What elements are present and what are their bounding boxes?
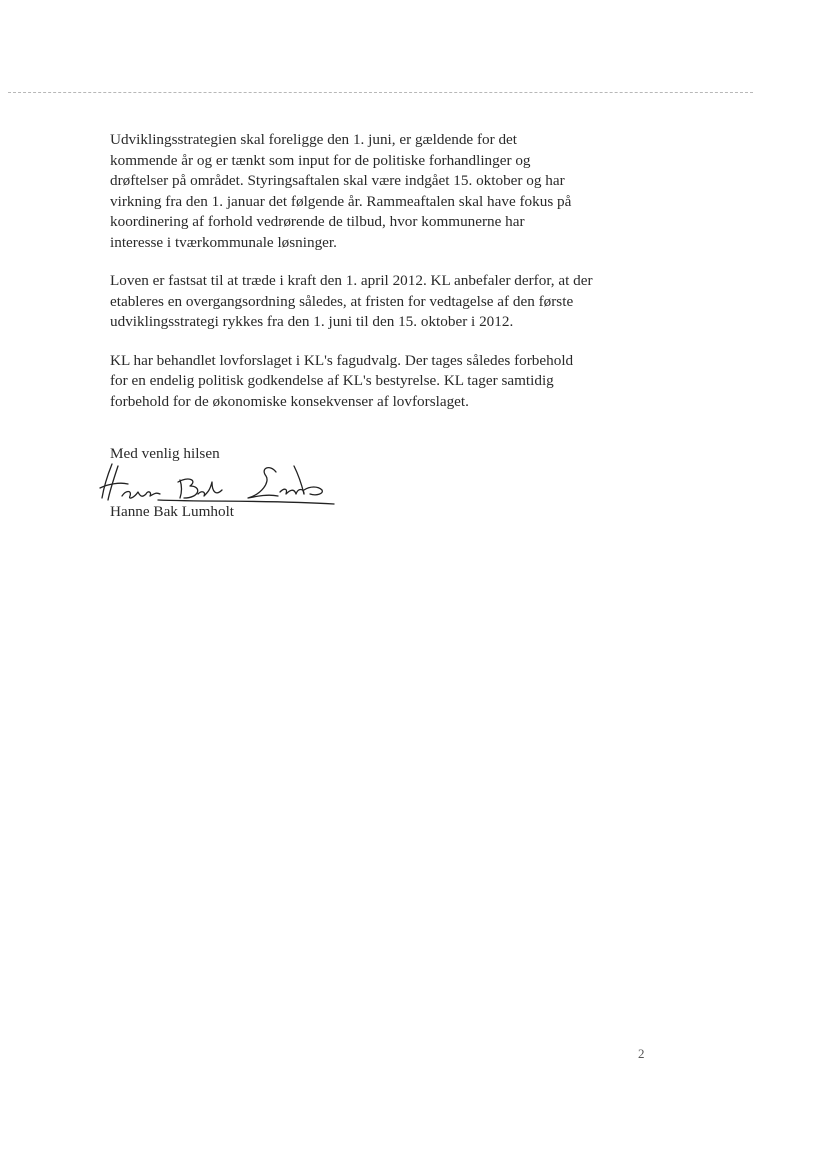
text-line: for en endelig politisk godkendelse af KL's bestyrelse. KL tager samtidig [110, 372, 554, 389]
page-number: 2 [638, 1046, 645, 1061]
text-line: interesse i tværkommunale løsninger. [110, 233, 337, 251]
text-line: Udviklingsstrategien skal foreligge den 1. juni, er gældende for det [110, 131, 518, 148]
text-line: etableres en overgangsordning således, at fristen for vedtagelse af den første [110, 292, 574, 310]
letter-body [110, 130, 630, 522]
text-line: drøftelser på området. Styringsaftalen skal være indgået 15. oktober og har [110, 172, 565, 189]
paragraph-3 [110, 351, 630, 413]
signer-name: Hanne Bak Lumholt [110, 503, 235, 520]
text-line: kommende år og er tænkt som input for de politiske forhandlinger og [110, 151, 531, 169]
closing-salutation: Med venlig hilsen [110, 445, 220, 462]
text-line: virkning fra den 1. januar det følgende år. Rammeaftalen skal have fokus på [110, 192, 572, 210]
text-line: forbehold for de økonomiske konsekvenser af lovforslaget. [110, 392, 469, 410]
scan-artifact-line [8, 92, 753, 93]
paragraph-2 [110, 271, 630, 333]
text-line: Loven er fastsat til at træde i kraft den 1. april 2012. KL anbefaler derfor, at der [110, 272, 593, 289]
text-line: koordinering af forhold vedrørende de tilbud, hvor kommunerne har [110, 213, 525, 230]
text-line: KL har behandlet lovforslaget i KL's fagudvalg. Der tages således forbehold [110, 351, 574, 369]
text-line: udviklingsstrategi rykkes fra den 1. juni til den 15. oktober i 2012. [110, 313, 514, 330]
paragraph-1 [110, 130, 630, 253]
